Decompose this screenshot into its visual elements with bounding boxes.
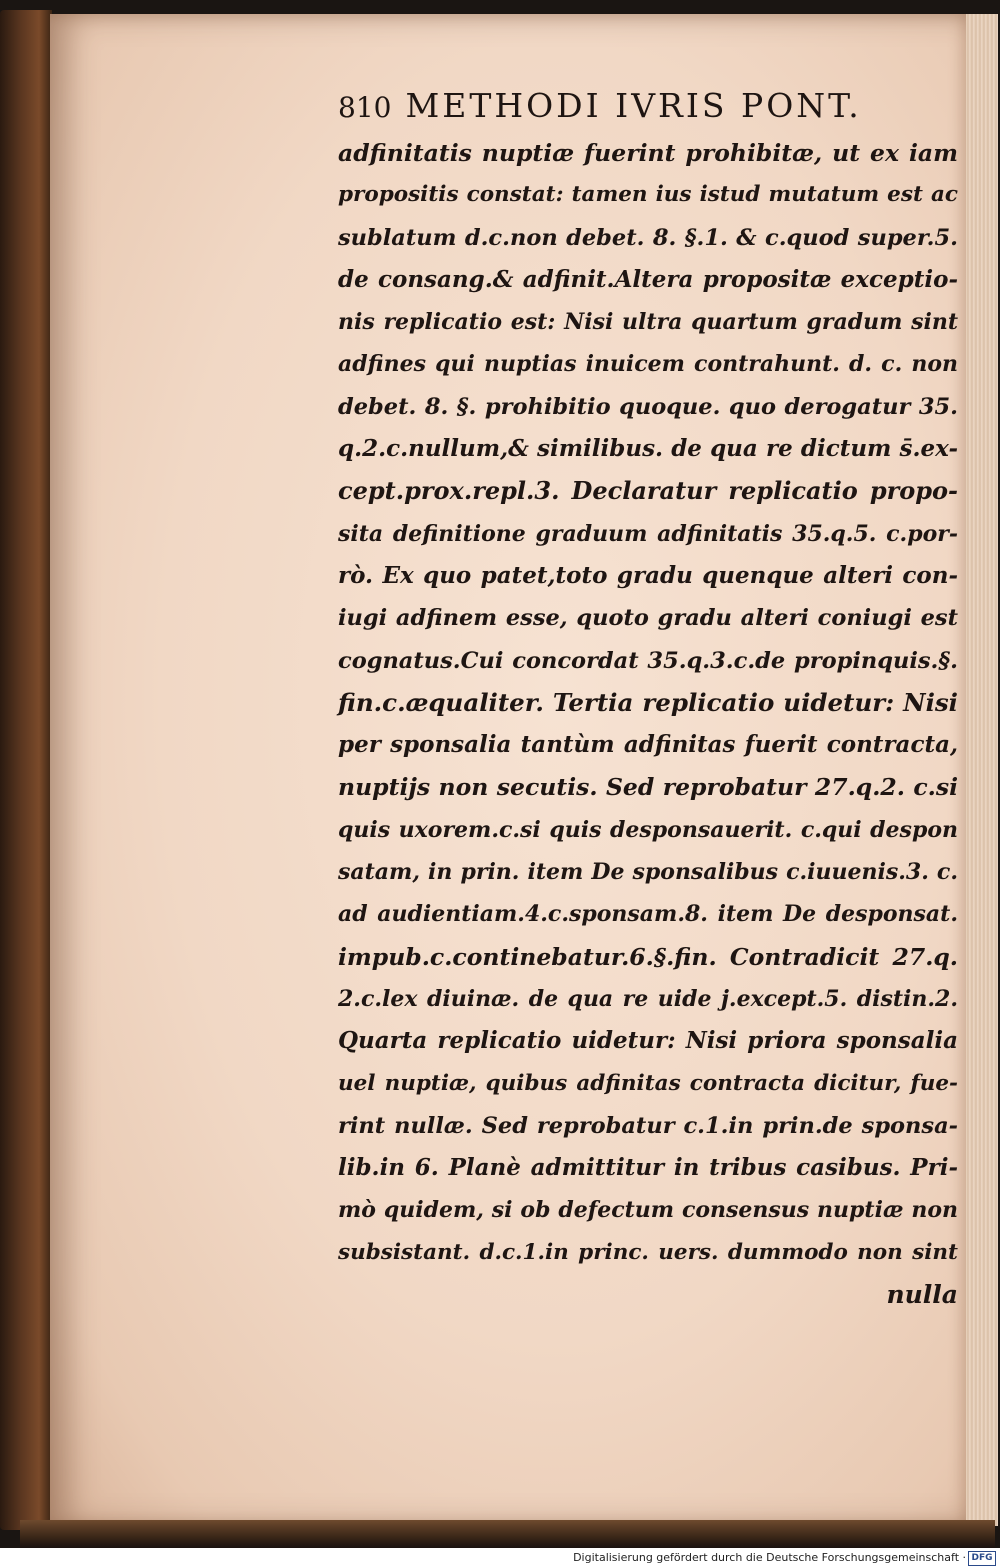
body-text xyxy=(338,132,968,1316)
text-line: sita definitione graduum adfinitatis 35.q.5. c.por- xyxy=(338,520,958,547)
text-line: nis replicatio est: Nisi ultra quartum gradum sint xyxy=(338,309,958,336)
text-line: rint nullæ. Sed reprobatur c.1.in prin.de sponsa- xyxy=(338,1112,958,1139)
page-fore-edge xyxy=(966,14,998,1526)
book-spine-edge xyxy=(0,10,52,1530)
text-line: uel nuptiæ, quibus adfinitas contracta dicitur, fue- xyxy=(338,1070,958,1096)
text-line: rò. Ex quo patet,toto gradu quenque alteri con- xyxy=(338,561,958,589)
text-line: de consang.& adfinit.Altera propositæ exceptio- xyxy=(338,265,958,293)
text-line: fin.c.æqualiter. Tertia replicatio uidetur: Nisi xyxy=(338,687,958,717)
text-line: cognatus.Cui concordat 35.q.3.c.de propinquis.§. xyxy=(338,647,958,674)
text-line: subsistant. d.c.1.in princ. uers. dummodo non sint xyxy=(338,1239,958,1265)
text-line: nuptijs non secutis. Sed reprobatur 27.q.2. c.si xyxy=(338,773,958,802)
text-line: debet. 8. §. prohibitio quoque. quo derogatur 35. xyxy=(338,393,958,420)
text-line: cept.prox.repl.3. Declaratur replicatio propo- xyxy=(338,476,958,506)
dfg-logo: DFG xyxy=(968,1551,996,1566)
text-line: propositis constat: tamen ius istud mutatum est ac xyxy=(338,182,958,208)
catchword: nulla xyxy=(886,1280,958,1310)
text-line: mò quidem, si ob defectum consensus nuptiæ non xyxy=(338,1197,958,1224)
text-line: Quarta replicatio uidetur: Nisi priora sponsalia xyxy=(338,1027,958,1055)
book-bottom-edge xyxy=(20,1520,995,1548)
text-line: per sponsalia tantùm adfinitas fuerit contracta, xyxy=(338,731,958,759)
running-header xyxy=(338,86,958,125)
text-line: lib.in 6. Planè admittitur in tribus casibus. Pri- xyxy=(338,1154,958,1182)
text-line: satam, in prin. item De sponsalibus c.iuuenis.3. c. xyxy=(338,859,958,886)
text-line: ad audientiam.4.c.sponsam.8. item De desponsat. xyxy=(338,901,958,928)
text-line: quis uxorem.c.si quis desponsauerit. c.qui despon xyxy=(338,816,958,843)
text-line: adfinitatis nuptiæ fuerint prohibitæ, ut ex iam xyxy=(338,139,958,167)
page-number: 810 xyxy=(338,91,392,124)
text-line: adfines qui nuptias inuicem contrahunt. d. c. non xyxy=(338,351,958,378)
funding-credit: Digitalisierung gefördert durch die Deutsche Forschungsgemeinschaft · xyxy=(573,1551,966,1564)
text-line: 2.c.lex diuinæ. de qua re uide j.except.5. distin.2. xyxy=(338,985,958,1012)
text-line: impub.c.continebatur.6.§.fin. Contradicit 27.q. xyxy=(338,942,958,971)
text-line: sublatum d.c.non debet. 8. §.1. & c.quod super.5. xyxy=(338,224,958,251)
text-line: iugi adfinem esse, quoto gradu alteri coniugi est xyxy=(338,605,958,632)
text-line: q.2.c.nullum,& similibus. de qua re dictum s̄.ex- xyxy=(338,435,958,463)
running-title: METHODI IVRIS PONT. xyxy=(405,86,862,125)
